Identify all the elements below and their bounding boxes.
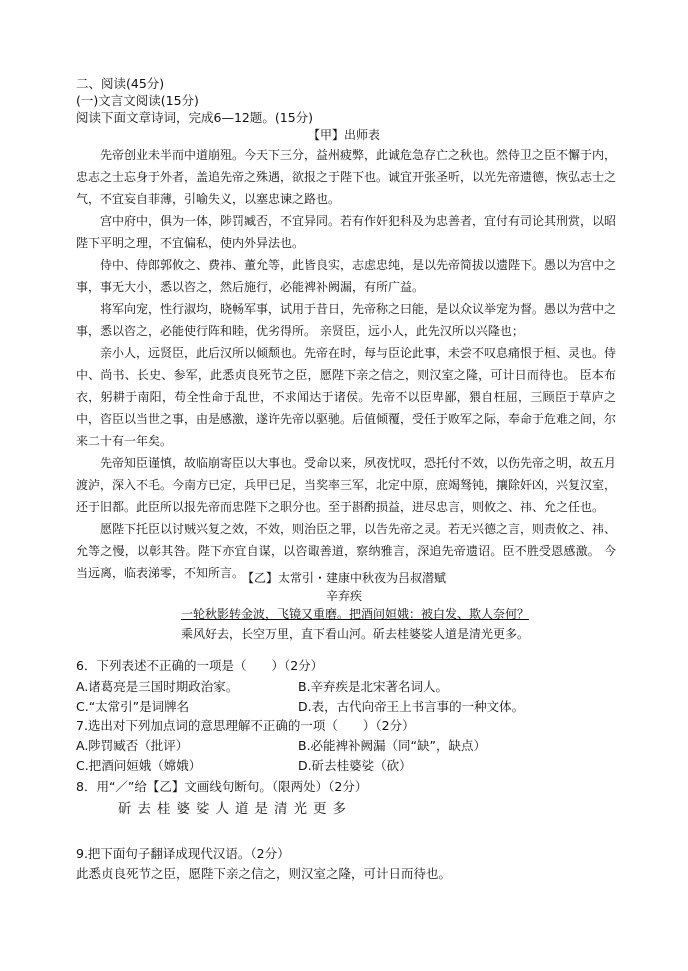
passage-a-paragraph-4: 将军向宠，性行淑均，晓畅军事，试用于昔日，先帝称之曰能，是以众议举宠为督。愚以为营中之事，悉以咨之，必能使行阵和睦，优劣得所。 亲贤臣，远小人，此先汉所以兴隆也； [76,302,617,338]
question-6-option-b: B.辛弃疾是北宋著名词人。 [298,679,449,694]
passage-a-title: 【甲】出师表 [307,128,380,142]
passage-a-paragraph-1: 先帝创业未半而中道崩殂。今天下三分，益州疲弊，此诚危急存亡之秋也。然侍卫之臣不懈于内，忠志之士忘身于外者，盖追先帝之殊遇，欲报之于陛下也。诚宜开张圣听，以光先帝遗德，恢弘志士之气，不宜妄自菲薄，引喻失义，以塞忠谏之路也。 [76,148,617,206]
passage-a-paragraph-3: 侍中、侍郎郭攸之、费祎、董允等，此皆良实，志虑忠纯，是以先帝简拔以遗陛下。愚以为宫中之事，事无大小，悉以咨之，然后施行，必能裨补阙漏，有所广益。 [76,258,617,294]
question-6-option-d: D.表，古代向帝王上书言事的一种文体。 [298,699,525,714]
question-6-option-c: C.“太常引”是词牌名 [76,699,190,714]
section-instruction: 阅读下面文章诗词，完成6—12题。(15分) [76,110,314,125]
question-7-stem: 7.选出对下列加点词的意思理解不正确的一项（ ）（2分） [76,718,415,733]
question-7-option-d: D.斫去桂婆娑（砍） [298,758,412,773]
question-6-stem: 6．下列表述不正确的一项是（ ）（2分） [76,658,324,673]
passage-b-line-2: 乘风好去，长空万里，直下看山河。斫去桂婆娑人道是清光更多。 [181,627,530,641]
question-9-sentence: 此悉贞良死节之臣，愿陛下亲之信之，则汉室之隆，可计日而待也。 [76,866,452,881]
passage-a-paragraph-5: 亲小人，远贤臣，此后汉所以倾颓也。先帝在时，每与臣论此事，未尝不叹息痛恨于桓、灵也。侍中、尚书、长史、参军，此悉贞良死节之臣，愿陛下亲之信之，则汉室之隆，可计日而待也。 臣本布衣，躬耕于南阳，苟全性命于乱世，不求闻达于诸侯。先帝不以臣卑鄙，猥自枉屈，三顾臣于草庐之中，咨臣以当世之事，由是感激，遂许先帝以驱驰。后值倾覆，受任于败军之际，奉命于危难之间，尔来二十有一年矣。 [76,346,617,448]
passage-a-paragraph-7: 愿陛下托臣以讨贼兴复之效，不效，则治臣之罪，以告先帝之灵。若无兴德之言，则责攸之、祎、允等之慢，以彰其咎。陛下亦宜自谋，以咨诹善道，察纳雅言，深追先帝遗诏。臣不胜受恩感激。 今当远离，临表涕零，不知所言。 [76,522,617,580]
passage-b-line-1: 一轮秋影转金波，飞镜又重磨。把酒问姮娥：被白发、欺人奈何？ [181,607,530,621]
passage-a-paragraph-6: 先帝知臣谨慎，故临崩寄臣以大事也。受命以来，夙夜忧叹，恐托付不效，以伤先帝之明，故五月渡泸，深入不毛。今南方已定，兵甲已足，当奖率三军，北定中原，庶竭驽钝，攘除奸凶，兴复汉室，还于旧都。此臣所以报先帝而忠陛下之职分也。至于斟酌损益，进尽忠言，则攸之、祎、允之任也。 [76,456,617,514]
section-title: 二、阅读(45分) [76,76,165,91]
question-8-stem: 8．用“／”给【乙】文画线句断句。（限两处）（2分） [76,779,368,794]
question-9-stem: 9.把下面句子翻译成现代汉语。（2分） [76,846,290,861]
passage-a-paragraph-2: 宫中府中，俱为一体，陟罚臧否，不宜异同。若有作奸犯科及为忠善者，宜付有司论其刑赏，以昭陛下平明之理，不宜偏私，使内外异法也。 [76,214,617,250]
question-7-option-b: B.必能裨补阙漏（同“缺”，缺点） [298,738,487,753]
question-7-option-c: C.把酒问姮娥（嫦娥） [76,758,202,773]
question-8-sentence: 斫去桂婆娑人道是清光更多 [118,801,352,817]
question-6-option-a: A.诸葛亮是三国时期政治家。 [76,679,239,694]
section-subtitle: (一)文言文阅读(15分) [76,93,199,108]
question-7-option-a: A.陟罚臧否（批评） [76,738,189,753]
passage-b-author: 辛弃疾 [325,589,362,603]
passage-b-title: 【乙】太常引・建康中秋夜为吕叔潜赋 [241,571,446,585]
